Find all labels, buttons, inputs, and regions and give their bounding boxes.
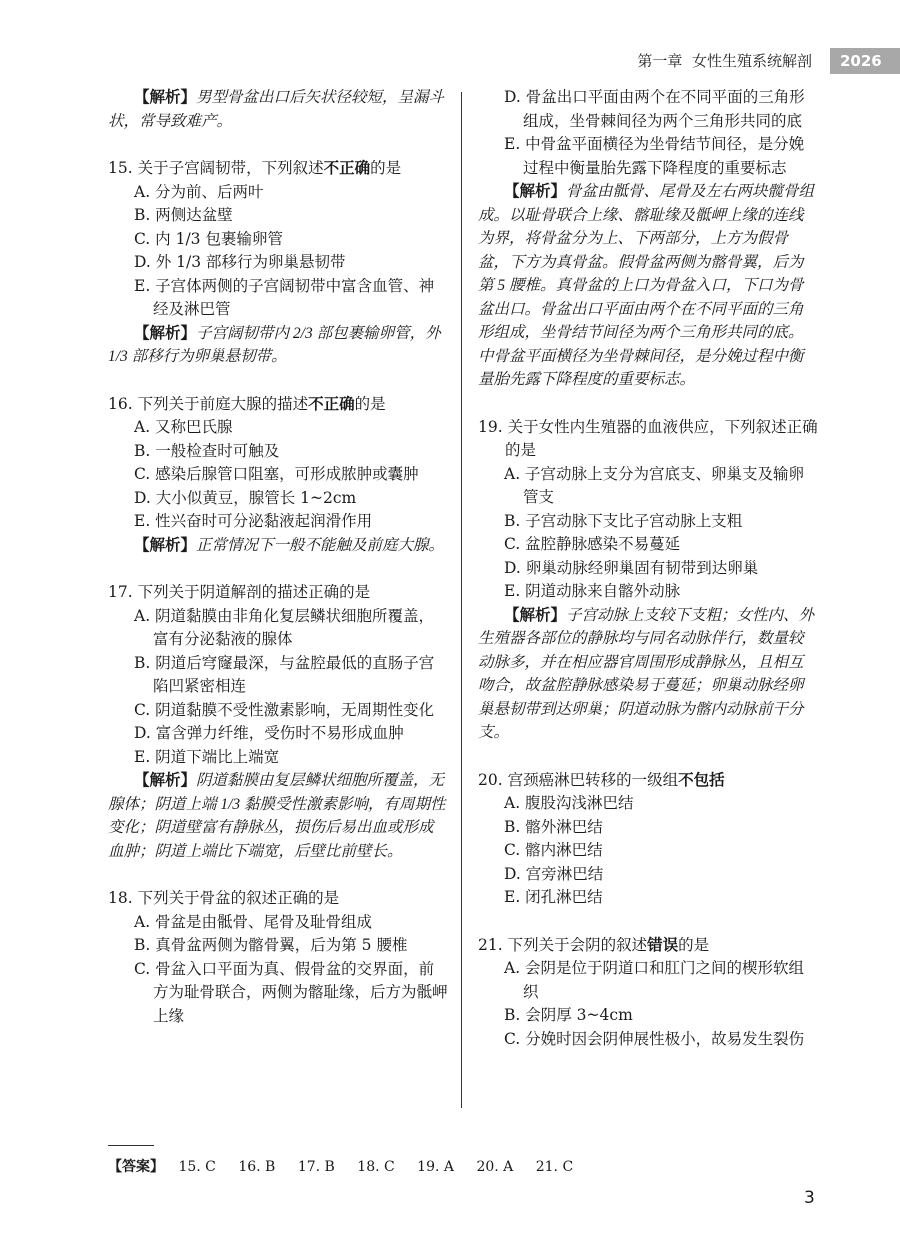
q19-option-e: E. 阴道动脉来自髂外动脉 bbox=[504, 582, 681, 600]
answer-15: 15. C bbox=[178, 1159, 216, 1175]
q20-option-a: A. 腹股沟浅淋巴结 bbox=[504, 794, 634, 812]
q19-analysis: 【解析】子宫动脉上支较下支粗；女性内、外生殖器各部位的静脉均与同名动脉伴行，数量较动脉多，并在相应器官周围形成静脉丛，且相互吻合，故盆腔静脉感染易于蔓延；卵巢动脉经卵巢悬韧带到达卵巢；阴道动脉为髂内动脉前干分支。 bbox=[478, 605, 815, 741]
q21-emphasis: 错误 bbox=[647, 935, 679, 954]
q16-option-c: C. 感染后腺管口阻塞，可形成脓肿或囊肿 bbox=[134, 465, 419, 483]
q16-option-e: E. 性兴奋时可分泌黏液起润滑作用 bbox=[134, 512, 373, 530]
answer-18: 18. C bbox=[357, 1159, 395, 1175]
question-18 bbox=[108, 887, 448, 1028]
q19-stem: 19. 关于女性内生殖器的血液供应，下列叙述正确的是 bbox=[478, 417, 818, 459]
q18-stem: 18. 下列关于骨盆的叙述正确的是 bbox=[108, 889, 340, 907]
q16-option-d: D. 大小似黄豆，腺管长 1~2cm bbox=[134, 488, 357, 507]
q20-option-b: B. 髂外淋巴结 bbox=[504, 817, 603, 836]
q18-option-e: E. 中骨盆平面横径为坐骨结节间径，是分娩过程中衡量胎先露下降程度的重要标志 bbox=[504, 135, 805, 177]
answer-key bbox=[108, 1157, 591, 1177]
q17-analysis: 【解析】阴道黏膜由复层鳞状细胞所覆盖，无腺体；阴道上端 1/3 黏膜受性激素影响，有周期性变化；阴道壁富有静脉丛，损伤后易出血或形成血肿；阴道上端比下端宽，后壁比前壁长。 bbox=[108, 771, 446, 860]
question-17 bbox=[108, 581, 448, 863]
q15-option-b: B. 两侧达盆壁 bbox=[134, 206, 233, 224]
q14-analysis-text: 男型骨盆出口后矢状径较短，呈漏斗状，常导致难产。 bbox=[108, 89, 445, 130]
question-15 bbox=[108, 157, 448, 369]
q18-option-a: A. 骨盆是由骶骨、尾骨及耻骨组成 bbox=[134, 912, 373, 931]
answer-21: 21. C bbox=[535, 1159, 574, 1175]
q19-option-c: C. 盆腔静脉感染不易蔓延 bbox=[504, 535, 681, 553]
q15-option-a: A. 分为前、后两叶 bbox=[134, 182, 264, 201]
q20-option-d: D. 宫旁淋巴结 bbox=[504, 864, 604, 883]
question-21 bbox=[478, 934, 818, 1052]
page-number: 3 bbox=[804, 1188, 815, 1208]
chapter-name: 女性生殖系统解剖 bbox=[691, 52, 812, 70]
answer-20: 20. A bbox=[476, 1159, 514, 1175]
q17-option-b: B. 阴道后穹窿最深，与盆腔最低的直肠子宫陷凹紧密相连 bbox=[134, 653, 435, 695]
chapter-number: 第一章 bbox=[637, 52, 683, 70]
q19-option-b: B. 子宫动脉下支比子宫动脉上支粗 bbox=[504, 511, 743, 530]
answer-17: 17. B bbox=[297, 1159, 335, 1175]
q17-option-e: E. 阴道下端比上端宽 bbox=[134, 747, 280, 766]
q16-stem: 16. 下列关于前庭大腺的描述不正确的是 bbox=[108, 394, 386, 413]
q17-option-d: D. 富含弹力纤维，受伤时不易形成血肿 bbox=[134, 724, 404, 742]
answer-19: 19. A bbox=[417, 1159, 454, 1175]
question-20 bbox=[478, 769, 818, 910]
q18-analysis: 【解析】骨盆由骶骨、尾骨及左右两块髋骨组成。以耻骨联合上缘、髂耻缘及骶岬上缘的连线为界，将骨盆分为上、下两部分，上方为假骨盆，下方为真骨盆。假骨盆两侧为髂骨翼，后为第 5 腰椎。真骨盆的上口为骨盆入口，下口为骨盆出口。骨盆出口平面由两个在不同平面的三角形组成，坐骨结节间径为两个三角形共同的底。中骨盆平面横径为坐骨棘间径，是分娩过程中衡量胎先露下降程度的重要标志。 bbox=[478, 182, 815, 388]
q20-option-c: C. 髂内淋巴结 bbox=[504, 841, 603, 859]
q17-option-a: A. 阴道黏膜由非角化复层鳞状细胞所覆盖，富有分泌黏液的腺体 bbox=[134, 606, 435, 648]
q16-option-a: A. 又称巴氏腺 bbox=[134, 418, 233, 436]
q19-option-a: A. 子宫动脉上支分为宫底支、卵巢支及输卵管支 bbox=[504, 464, 805, 506]
q15-analysis: 【解析】子宫阔韧带内 2/3 部包裹输卵管，外 1/3 部移行为卵巢悬韧带。 bbox=[108, 323, 441, 365]
q18-option-c: C. 骨盆入口平面为真、假骨盆的交界面，前方为耻骨联合，两侧为髂耻缘，后方为骶岬上缘 bbox=[134, 959, 448, 1025]
footer-rule bbox=[108, 1145, 154, 1146]
chapter-title bbox=[637, 48, 812, 74]
q15-option-d: D. 外 1/3 部移行为卵巢悬韧带 bbox=[134, 253, 346, 271]
column-divider bbox=[461, 92, 462, 1108]
q15-option-c: C. 内 1/3 包裹输卵管 bbox=[134, 229, 283, 248]
question-19 bbox=[478, 416, 818, 745]
q20-option-e: E. 闭孔淋巴结 bbox=[504, 888, 603, 906]
left-column bbox=[108, 86, 448, 1028]
q15-emphasis: 不正确 bbox=[323, 159, 371, 177]
q16-emphasis: 不正确 bbox=[308, 394, 355, 413]
q20-emphasis: 不包括 bbox=[678, 770, 725, 789]
q21-option-b: B. 会阴厚 3~4cm bbox=[504, 1006, 633, 1024]
page-header bbox=[0, 48, 900, 74]
q15-stem: 15. 关于子宫阔韧带，下列叙述不正确的是 bbox=[108, 159, 402, 177]
year-badge: 2026 bbox=[830, 48, 900, 74]
q16-analysis: 【解析】正常情况下一般不能触及前庭大腺。 bbox=[134, 535, 445, 554]
analysis-label: 【解析】 bbox=[134, 88, 197, 106]
q17-option-c: C. 阴道黏膜不受性激素影响，无周期性变化 bbox=[134, 700, 435, 719]
q19-option-d: D. 卵巢动脉经卵巢固有韧带到达卵巢 bbox=[504, 558, 759, 577]
question-16 bbox=[108, 393, 448, 558]
answer-16: 16. B bbox=[238, 1159, 276, 1175]
q17-stem: 17. 下列关于阴道解剖的描述正确的是 bbox=[108, 583, 371, 601]
q20-stem: 20. 宫颈癌淋巴转移的一级组不包括 bbox=[478, 770, 725, 789]
q18-option-d: D. 骨盆出口平面由两个在不同平面的三角形组成，坐骨棘间径为两个三角形共同的底 bbox=[504, 88, 805, 130]
q21-option-a: A. 会阴是位于阴道口和肛门之间的楔形软组织 bbox=[504, 959, 805, 1001]
q16-option-b: B. 一般检查时可触及 bbox=[134, 441, 280, 460]
q21-option-c: C. 分娩时因会阴伸展性极小，故易发生裂伤 bbox=[504, 1029, 805, 1048]
answer-key-label: 【答案】 bbox=[108, 1159, 164, 1175]
q21-stem: 21. 下列关于会阴的叙述错误的是 bbox=[478, 935, 710, 954]
q18-option-b: B. 真骨盆两侧为髂骨翼，后为第 5 腰椎 bbox=[134, 936, 408, 954]
right-column bbox=[478, 86, 818, 1051]
q14-analysis bbox=[108, 86, 448, 133]
q15-option-e: E. 子宫体两侧的子宫阔韧带中富含血管、神经及淋巴管 bbox=[134, 276, 435, 318]
